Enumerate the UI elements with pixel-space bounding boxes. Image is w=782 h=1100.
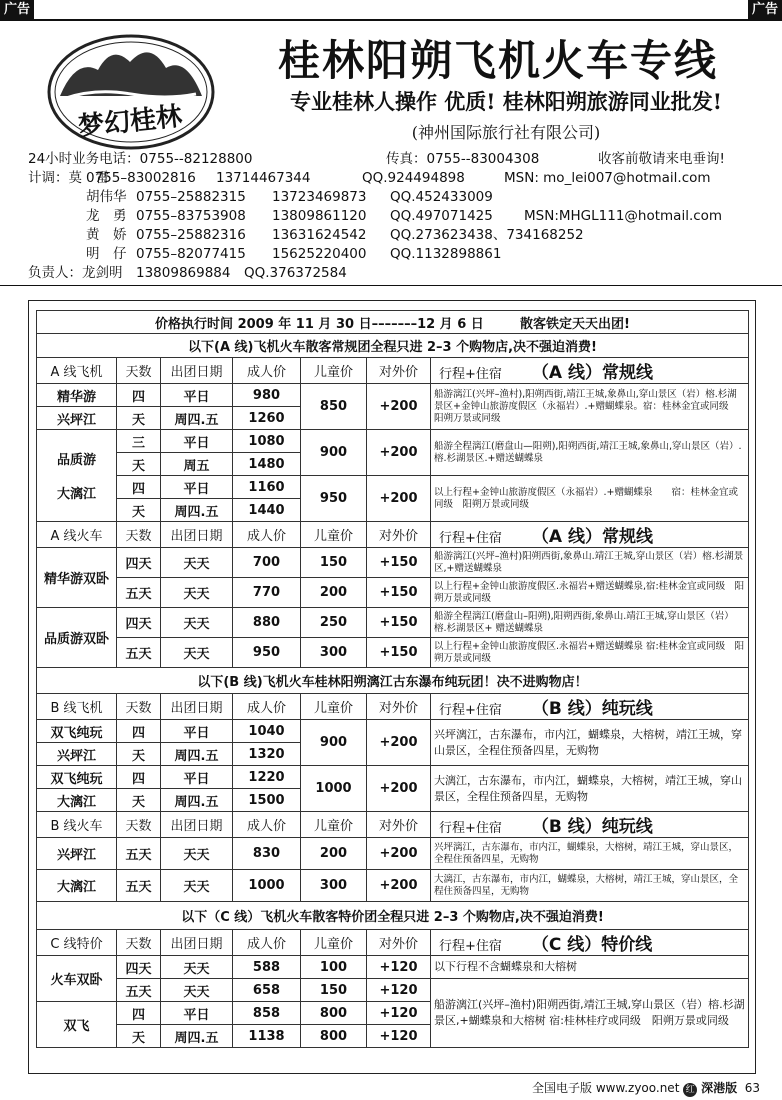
contact-name: 计调：莫 雷	[28, 170, 109, 186]
contact-block	[28, 150, 768, 283]
tour-name: 火车双卧	[37, 956, 117, 1002]
contact-mobile: 13809861120	[272, 208, 367, 224]
tour-name-1: 品质游	[56, 453, 96, 468]
days: 四	[117, 1002, 161, 1025]
depart-date: 平日	[161, 430, 233, 453]
contact-mobile: 15625220400	[272, 246, 367, 262]
ext-price: +200	[367, 766, 431, 812]
depart-date: 天天	[161, 638, 233, 668]
child-price: 300	[301, 870, 367, 902]
itinerary: 船游漓江(兴坪–渔村)阳朔西街,象鼻山.靖江王城,穿山景区（岩）榕.杉湖景区,+赠送蝴蝶泉	[431, 548, 749, 578]
adult-price: 1480	[233, 453, 301, 476]
days: 五天	[117, 979, 161, 1002]
table-row	[37, 870, 749, 902]
days: 四	[117, 476, 161, 499]
table-header-row	[37, 812, 749, 838]
child-price: 200	[301, 578, 367, 608]
itinerary-header	[431, 694, 749, 720]
adult-price: 1260	[233, 407, 301, 430]
table-row	[37, 766, 749, 789]
depart-date: 平日	[161, 720, 233, 743]
adult-price: 950	[233, 638, 301, 668]
col-days: 天数	[117, 358, 161, 384]
table-header-row	[37, 522, 749, 548]
contact-row	[28, 207, 768, 226]
depart-date: 天天	[161, 870, 233, 902]
itinerary: 船游漓江(兴坪–渔村),阳朔西街,靖江王城,象鼻山,穿山景区（岩）榕.杉湖景区+金钟山旅游度假区（永福岩）.+赠蝴蝶泉。宿：桂林金宜或同级 阳朔万景或同级	[431, 384, 749, 430]
col-itin: 行程+住宿	[439, 939, 502, 954]
contact-mobile: 13714467344	[216, 170, 311, 186]
table-row	[37, 638, 749, 668]
contact-name: 胡伟华	[86, 189, 127, 205]
depart-date: 天天	[161, 979, 233, 1002]
depart-date: 天天	[161, 956, 233, 979]
adult-price: 1080	[233, 430, 301, 453]
itinerary: 大漓江，古东瀑布，市内江，蝴蝶泉，大榕树，靖江王城，穿山景区，全程住预备四星，无购物	[431, 870, 749, 902]
depart-date: 天天	[161, 578, 233, 608]
days: 五天	[117, 838, 161, 870]
table-row	[37, 979, 749, 1002]
adult-price: 880	[233, 608, 301, 638]
tour-name: 大漓江	[37, 870, 117, 902]
child-price: 800	[301, 1025, 367, 1048]
contact-mobile: 13723469873	[272, 189, 367, 205]
days: 天	[117, 743, 161, 766]
col-itin: 行程+住宿	[439, 703, 502, 718]
col-adult: 成人价	[233, 930, 301, 956]
itinerary-header	[431, 812, 749, 838]
daily-departure: 散客铁定天天出团!	[520, 316, 630, 332]
days: 四	[117, 384, 161, 407]
days: 四	[117, 720, 161, 743]
band-c: 以下（C 线）飞机火车散客特价团全程只进 2–3 个购物店,决不强迫消费!	[37, 902, 749, 930]
contact-tel: 0755–25882315	[136, 189, 246, 205]
contact-tel: 0755–83002816	[86, 170, 196, 186]
days: 天	[117, 407, 161, 430]
contact-tel: 0755–82077415	[136, 246, 246, 262]
depart-date: 平日	[161, 384, 233, 407]
table-row	[37, 384, 749, 407]
page-number: 63	[744, 1081, 760, 1095]
contact-qq: QQ.452433009	[390, 189, 493, 205]
adult-price: 1000	[233, 870, 301, 902]
contact-name: 龙 勇	[86, 208, 127, 224]
itinerary-header	[431, 522, 749, 548]
adult-price: 588	[233, 956, 301, 979]
table-row	[37, 476, 749, 499]
tour-name: 兴坪江	[37, 838, 117, 870]
col-adult: 成人价	[233, 358, 301, 384]
depart-date: 周四.五	[161, 407, 233, 430]
contact-tel: 0755–83753908	[136, 208, 246, 224]
table-header-row	[37, 358, 749, 384]
depart-date: 天天	[161, 548, 233, 578]
child-price: 150	[301, 548, 367, 578]
band-row	[37, 668, 749, 694]
col-ext: 对外价	[367, 358, 431, 384]
depart-date: 周四.五	[161, 743, 233, 766]
line-head: B 线火车	[37, 812, 117, 838]
depart-date: 天天	[161, 608, 233, 638]
contact-name: 明 仔	[86, 246, 127, 262]
child-price: 100	[301, 956, 367, 979]
child-price: 300	[301, 638, 367, 668]
band-a: 以下(A 线)飞机火车散客常规团全程只进 2–3 个购物店,决不强迫消费!	[37, 334, 749, 358]
ext-price: +120	[367, 1002, 431, 1025]
ext-price: +120	[367, 979, 431, 1002]
col-date: 出团日期	[161, 930, 233, 956]
depart-date: 周五	[161, 453, 233, 476]
col-child: 儿童价	[301, 522, 367, 548]
tour-name: 大漓江	[37, 789, 117, 812]
adult-price: 1160	[233, 476, 301, 499]
days: 四天	[117, 956, 161, 979]
adult-price: 830	[233, 838, 301, 870]
adult-price: 858	[233, 1002, 301, 1025]
itinerary: 以下行程不含蝴蝶泉和大榕树	[431, 956, 749, 979]
section-rule	[0, 285, 782, 286]
col-ext: 对外价	[367, 522, 431, 548]
depart-date: 周四.五	[161, 789, 233, 812]
depart-date: 平日	[161, 766, 233, 789]
line-tag: （A 线）常规线	[531, 527, 653, 547]
child-price: 850	[301, 384, 367, 430]
ad-label-right: 广告	[748, 0, 782, 20]
adult-price: 1138	[233, 1025, 301, 1048]
itinerary: 船游漓江(兴坪–渔村)阳朔西街,靖江王城,穿山景区（岩）榕.杉湖景区,+蝴蝶泉和大榕树 宿:桂林桂疗或同级 阳朔万景或同级	[431, 979, 749, 1048]
ext-price: +150	[367, 578, 431, 608]
tour-name: 兴坪江	[37, 407, 117, 430]
child-price: 150	[301, 979, 367, 1002]
col-child: 儿童价	[301, 694, 367, 720]
adult-price: 1500	[233, 789, 301, 812]
ext-price: +200	[367, 476, 431, 522]
depart-date: 平日	[161, 1002, 233, 1025]
col-adult: 成人价	[233, 812, 301, 838]
contact-qq: QQ.497071425	[390, 208, 493, 224]
tour-name: 品质游双卧	[37, 608, 117, 668]
line-head: A 线火车	[37, 522, 117, 548]
days: 四天	[117, 608, 161, 638]
itinerary-header	[431, 930, 749, 956]
col-child: 儿童价	[301, 930, 367, 956]
slogan: 专业桂林人操作 优质! 桂林阳朔旅游同业批发!	[289, 89, 723, 114]
col-child: 儿童价	[301, 812, 367, 838]
adult-price: 770	[233, 578, 301, 608]
line-head: C 线特价	[37, 930, 117, 956]
depart-date: 平日	[161, 476, 233, 499]
period: 价格执行时间 2009 年 11 月 30 日–––––––12 月 6 日	[155, 316, 484, 332]
period-row	[37, 311, 749, 334]
page-title: 桂林阳朔飞机火车专线	[277, 36, 718, 85]
manager-info: 负责人：龙剑明 13809869884 QQ.376372584	[28, 265, 347, 281]
tour-name: 精华游双卧	[37, 548, 117, 608]
adult-price: 1320	[233, 743, 301, 766]
adult-price: 980	[233, 384, 301, 407]
line-head: B 线飞机	[37, 694, 117, 720]
contact-mobile: 13631624542	[272, 227, 367, 243]
col-adult: 成人价	[233, 522, 301, 548]
ext-price: +200	[367, 720, 431, 766]
ext-price: +120	[367, 956, 431, 979]
child-price: 900	[301, 720, 367, 766]
contact-row	[28, 245, 768, 264]
tour-name: 双飞纯玩	[37, 766, 117, 789]
adult-price: 658	[233, 979, 301, 1002]
adult-price: 1440	[233, 499, 301, 522]
band-row	[37, 334, 749, 358]
logo-text: 梦幻桂林	[76, 101, 184, 143]
days: 天	[117, 1025, 161, 1048]
hotline-row	[28, 150, 768, 169]
col-child: 儿童价	[301, 358, 367, 384]
tour-name	[37, 430, 117, 522]
table-row	[37, 608, 749, 638]
itinerary: 兴坪漓江，古东瀑布，市内江，蝴蝶泉，大榕树，靖江王城，穿山景区，全程住预备四星，无购物	[431, 720, 749, 766]
contact-qq: QQ.924494898	[362, 170, 465, 186]
days: 五天	[117, 638, 161, 668]
depart-date: 天天	[161, 838, 233, 870]
line-tag: （B 线）纯玩线	[531, 817, 653, 837]
col-itin: 行程+住宿	[439, 531, 502, 546]
ext-price: +150	[367, 548, 431, 578]
fax: 传真：0755--83004308	[386, 151, 540, 167]
tour-name: 精华游	[37, 384, 117, 407]
depart-date: 周四.五	[161, 499, 233, 522]
child-price: 250	[301, 608, 367, 638]
table-row	[37, 956, 749, 979]
footer-site: 全国电子版 www.zyoo.net	[532, 1081, 680, 1095]
period-band	[37, 311, 749, 334]
contact-msn: MSN: mo_lei007@hotmail.com	[504, 170, 711, 186]
edition-badge-icon: 红	[683, 1083, 697, 1097]
tour-name: 双飞纯玩	[37, 720, 117, 743]
child-price: 950	[301, 476, 367, 522]
itinerary: 船游全程漓江(磨盘山—阳朔),阳朔西街,靖江王城,象鼻山,穿山景区（岩）.榕.杉湖景区.+赠送蝴蝶泉	[431, 430, 749, 476]
company-name: (神州国际旅行社有限公司)	[411, 123, 601, 142]
col-days: 天数	[117, 694, 161, 720]
contact-name: 黄 娇	[86, 227, 127, 243]
hotline: 24小时业务电话：0755--82128800	[28, 151, 253, 167]
col-days: 天数	[117, 930, 161, 956]
mengHuan-guilin-logo	[46, 30, 216, 154]
table-row	[37, 548, 749, 578]
ext-price: +200	[367, 430, 431, 476]
days: 天	[117, 499, 161, 522]
top-rule	[0, 19, 782, 21]
col-date: 出团日期	[161, 358, 233, 384]
itinerary: 大漓江，古东瀑布，市内江，蝴蝶泉，大榕树，靖江王城，穿山景区，全程住预备四星，无购物	[431, 766, 749, 812]
table-row	[37, 720, 749, 743]
contact-qq: QQ.273623438、734168252	[390, 227, 584, 243]
tour-name: 双飞	[37, 1002, 117, 1048]
itinerary-header	[431, 358, 749, 384]
itinerary: 以上行程+金钟山旅游度假区（永福岩）.+赠蝴蝶泉 宿：桂林金宜或同级 阳朔万景或同级	[431, 476, 749, 522]
child-price: 800	[301, 1002, 367, 1025]
child-price: 1000	[301, 766, 367, 812]
col-date: 出团日期	[161, 812, 233, 838]
col-days: 天数	[117, 522, 161, 548]
line-tag: （C 线）特价线	[531, 935, 653, 955]
table-row	[37, 578, 749, 608]
itinerary: 以上行程+金钟山旅游度假区.永福岩+赠送蝴蝶泉 宿:桂林金宜或同级 阳朔万景或同级	[431, 638, 749, 668]
col-itin: 行程+住宿	[439, 367, 502, 382]
days: 五天	[117, 870, 161, 902]
contact-msn: MSN:MHGL111@hotmail.com	[524, 208, 723, 224]
edition-name: 深港版	[701, 1081, 738, 1095]
ext-price: +150	[367, 638, 431, 668]
tour-name: 兴坪江	[37, 743, 117, 766]
ad-label-left: 广告	[0, 0, 34, 20]
price-table	[36, 310, 749, 1048]
ext-price: +120	[367, 1025, 431, 1048]
table-row	[37, 838, 749, 870]
table-row	[37, 430, 749, 453]
days: 四天	[117, 548, 161, 578]
ext-price: +200	[367, 870, 431, 902]
adult-price: 1040	[233, 720, 301, 743]
page-footer	[440, 1079, 760, 1097]
child-price: 900	[301, 430, 367, 476]
days: 天	[117, 453, 161, 476]
manager-row	[28, 264, 768, 283]
band-row	[37, 902, 749, 930]
line-tag: （A 线）常规线	[531, 363, 653, 383]
days: 三	[117, 430, 161, 453]
col-date: 出团日期	[161, 522, 233, 548]
contact-qq: QQ.1132898861	[390, 246, 502, 262]
col-itin: 行程+住宿	[439, 821, 502, 836]
line-head: A 线飞机	[37, 358, 117, 384]
itinerary: 兴坪漓江，古东瀑布，市内江，蝴蝶泉，大榕树，靖江王城，穿山景区，全程住预备四星，无购物	[431, 838, 749, 870]
col-ext: 对外价	[367, 930, 431, 956]
contact-note: 收客前敬请来电垂询!	[598, 151, 725, 167]
table-header-row	[37, 930, 749, 956]
col-ext: 对外价	[367, 812, 431, 838]
line-tag: （B 线）纯玩线	[531, 699, 653, 719]
adult-price: 1220	[233, 766, 301, 789]
depart-date: 周四.五	[161, 1025, 233, 1048]
table-header-row	[37, 694, 749, 720]
contact-row	[28, 226, 768, 245]
ext-price: +200	[367, 838, 431, 870]
contact-row	[28, 169, 768, 188]
child-price: 200	[301, 838, 367, 870]
ext-price: +200	[367, 384, 431, 430]
contact-tel: 0755–25882316	[136, 227, 246, 243]
band-b: 以下(B 线)飞机火车桂林阳朔漓江古东瀑布纯玩团！决不进购物店！	[37, 668, 749, 694]
col-adult: 成人价	[233, 694, 301, 720]
col-days: 天数	[117, 812, 161, 838]
adult-price: 700	[233, 548, 301, 578]
contact-row	[28, 188, 768, 207]
itinerary: 以上行程+金钟山旅游度假区.永福岩+赠送蝴蝶泉,宿:桂林金宜或同级 阳朔万景或同级	[431, 578, 749, 608]
col-ext: 对外价	[367, 694, 431, 720]
ext-price: +150	[367, 608, 431, 638]
col-date: 出团日期	[161, 694, 233, 720]
days: 五天	[117, 578, 161, 608]
days: 四	[117, 766, 161, 789]
tour-name-2: 大漓江	[56, 487, 96, 502]
itinerary: 船游全程漓江(磨盘山–阳朔),阳朔西街,象鼻山.靖江王城,穿山景区（岩）榕.杉湖景区+ 赠送蝴蝶泉	[431, 608, 749, 638]
days: 天	[117, 789, 161, 812]
